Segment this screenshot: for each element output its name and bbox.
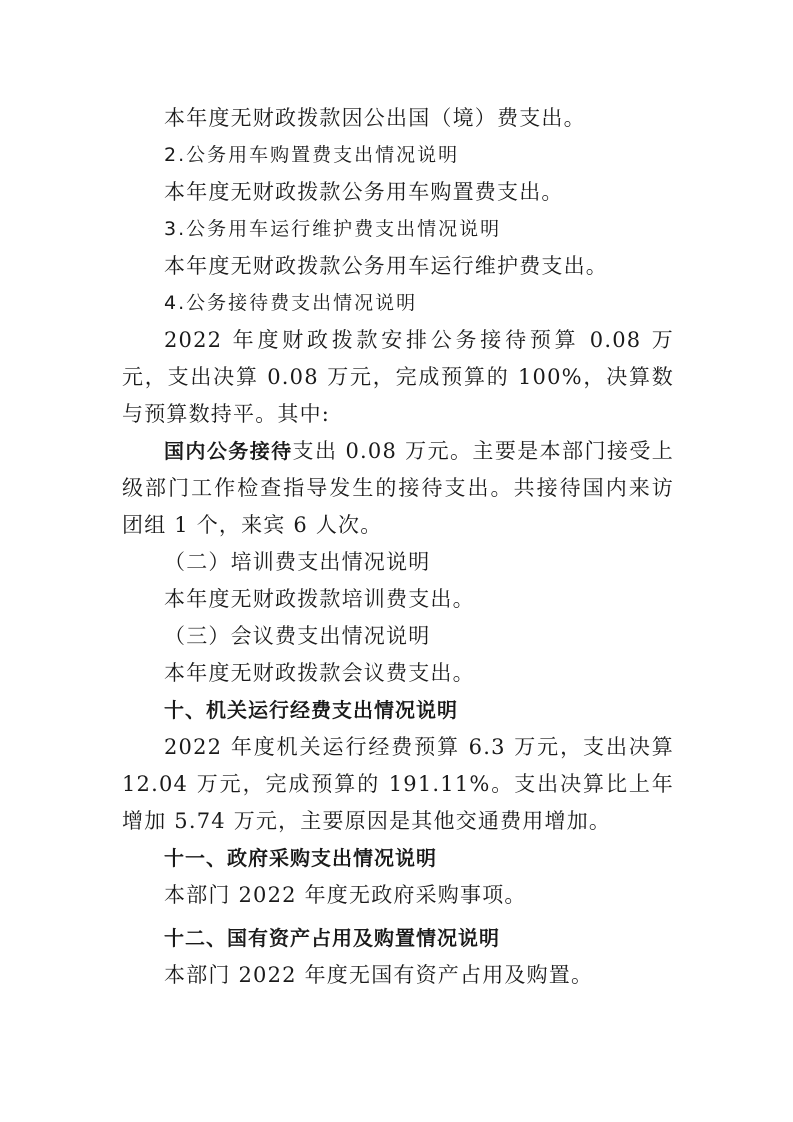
domestic-reception-label: 国内公务接待	[164, 439, 293, 463]
domestic-reception-text: 支出 0.08 万元。主要是本部门接受上级部门工作检查指导发生的接待支出。共接待国内来访团组 1 个，来宾 6 人次。	[122, 439, 675, 537]
paragraph-domestic-reception	[122, 433, 674, 544]
heading-training: （二）培训费支出情况说明	[164, 550, 431, 574]
heading-vehicle-purchase: 2.公务用车购置费支出情况说明	[164, 144, 460, 166]
paragraph-meeting: 本年度无财政拨款会议费支出。	[164, 661, 475, 685]
heading-vehicle-maintenance: 3.公务用车运行维护费支出情况说明	[164, 218, 502, 240]
heading-state-assets: 十二、国有资产占用及购置情况说明	[164, 926, 500, 950]
paragraph-reception-budget: 2022 年度财政拨款安排公务接待预算 0.08 万元，支出决算 0.08 万元，完成预算的 100%，决算数与预算数持平。其中:	[122, 328, 674, 426]
heading-meeting: （三）会议费支出情况说明	[164, 624, 431, 648]
heading-operating-expenses: 十、机关运行经费支出情况说明	[164, 698, 458, 722]
paragraph-vehicle-maintenance: 本年度无财政拨款公务用车运行维护费支出。	[164, 254, 608, 278]
document-page	[122, 100, 674, 994]
paragraph-outbound-travel: 本年度无财政拨款因公出国（境）费支出。	[164, 106, 586, 130]
paragraph-operating-expenses: 2022 年度机关运行经费预算 6.3 万元，支出决算 12.04 万元，完成预算的 191.11%。支出决算比上年增加 5.74 万元，主要原因是其他交通费用增加。	[122, 735, 674, 833]
paragraph-procurement: 本部门 2022 年度无政府采购事项。	[164, 883, 527, 907]
paragraph-vehicle-purchase: 本年度无财政拨款公务用车购置费支出。	[164, 180, 564, 204]
heading-official-reception: 4.公务接待费支出情况说明	[164, 292, 418, 314]
paragraph-training: 本年度无财政拨款培训费支出。	[164, 587, 475, 611]
paragraph-state-assets: 本部门 2022 年度无国有资产占用及购置。	[164, 963, 594, 987]
heading-procurement: 十一、政府采购支出情况说明	[164, 846, 437, 870]
